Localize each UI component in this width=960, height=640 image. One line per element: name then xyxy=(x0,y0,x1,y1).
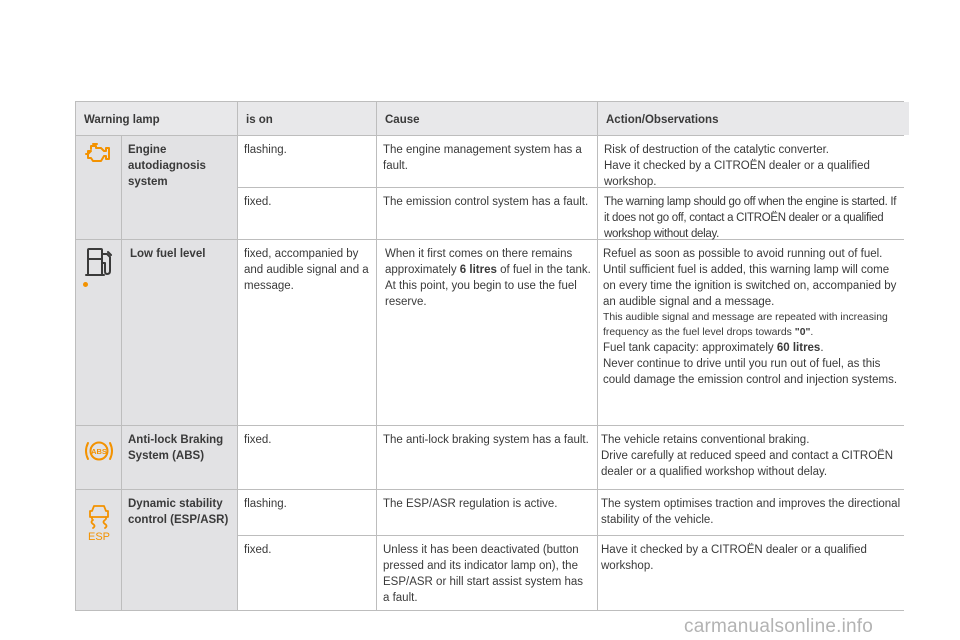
header-warning-lamp: Warning lamp xyxy=(76,102,237,135)
watermark: carmanualsonline.info xyxy=(684,616,874,637)
abs-action xyxy=(598,426,909,489)
engine-action-1-line2: Have it checked by a CITROËN dealer or a qualified workshop. xyxy=(604,160,870,188)
esp-is-on-2: fixed. xyxy=(238,536,376,610)
fuel-action-line1: Refuel as soon as possible to avoid running out of fuel. xyxy=(603,248,883,260)
abs-is-on: fixed. xyxy=(238,426,376,489)
header-is-on: is on xyxy=(238,102,376,135)
abs-action-line1: The vehicle retains conventional braking. xyxy=(601,434,810,446)
esp-skid-icon xyxy=(84,502,114,542)
esp-icon-text: ESP xyxy=(87,531,110,542)
fuel-pump-icon xyxy=(83,246,115,278)
esp-is-on-1: flashing. xyxy=(238,490,376,535)
fuel-cause-bold: 6 litres xyxy=(459,264,497,276)
lamp-name-esp: Dynamic stability control (ESP/ASR) xyxy=(122,490,237,610)
lamp-name-fuel: Low fuel level xyxy=(122,240,237,425)
fuel-cause xyxy=(377,240,597,425)
header-action: Action/Observations xyxy=(598,102,909,135)
engine-action-2: The warning lamp should go off when the engine is started. If it does not go off, contact a CITROËN dealer or a qualified workshop without delay. xyxy=(598,188,909,239)
engine-check-icon xyxy=(84,142,114,164)
fuel-action-line4-pre: Fuel tank capacity: approximately xyxy=(603,342,777,354)
engine-cause-1: The engine management system has a fault. xyxy=(377,136,597,187)
fuel-action-line4-post: . xyxy=(820,342,824,354)
fuel-action-line3-bold: "0" xyxy=(794,327,811,338)
fuel-action-line4-bold: 60 litres xyxy=(776,342,821,354)
fuel-action-line5: Never continue to drive until you run out of fuel, as this could damage the emission control and injection systems. xyxy=(603,358,898,386)
esp-icon-cell xyxy=(76,490,121,610)
engine-action-1 xyxy=(598,136,909,187)
abs-action-line2: Drive carefully at reduced speed and contact a CITROËN dealer or a qualified workshop without delay. xyxy=(601,450,894,478)
abs-cause: The anti-lock braking system has a fault. xyxy=(377,426,597,489)
fuel-action-line2: Until sufficient fuel is added, this warning lamp will come on every time the ignition is switched on, accompanied by an audible signal and a message. xyxy=(603,264,897,308)
fuel-action-line3 xyxy=(603,310,904,340)
fuel-cause-line2: At this point, you begin to use the fuel reserve. xyxy=(385,280,577,308)
esp-action-2: Have it checked by a CITROËN dealer or a qualified workshop. xyxy=(598,536,909,610)
lamp-name-engine: Engine autodiagnosis system xyxy=(122,136,237,239)
engine-action-1-line1: Risk of destruction of the catalytic converter. xyxy=(604,144,829,156)
engine-cause-2: The emission control system has a fault. xyxy=(377,188,597,239)
engine-is-on-1: flashing. xyxy=(238,136,376,187)
abs-icon-text: ABS xyxy=(90,447,107,456)
fuel-is-on: fixed, accompanied by and audible signal and a message. xyxy=(238,240,376,425)
fuel-action xyxy=(598,240,909,425)
fuel-indicator-dot xyxy=(83,282,88,287)
fuel-action-line4 xyxy=(603,340,904,356)
esp-cause-1: The ESP/ASR regulation is active. xyxy=(377,490,597,535)
fuel-action-line3-post: . xyxy=(810,327,814,338)
abs-icon xyxy=(82,438,116,464)
abs-icon-cell xyxy=(76,426,121,489)
esp-action-1: The system optimises traction and improves the directional stability of the vehicle. xyxy=(598,490,909,535)
engine-is-on-2: fixed. xyxy=(238,188,376,239)
fuel-cause-line1 xyxy=(385,246,592,278)
engine-icon-cell xyxy=(76,136,121,239)
lamp-name-abs: Anti-lock Braking System (ABS) xyxy=(122,426,237,489)
fuel-cause-pre: When it first comes on there remains approximately xyxy=(385,248,573,276)
esp-cause-2: Unless it has been deactivated (button pressed and its indicator lamp on), the ESP/ASR or hill start assist system has a fault. xyxy=(377,536,597,610)
header-cause: Cause xyxy=(377,102,597,135)
fuel-cause-post: of fuel in the tank. xyxy=(496,264,591,276)
fuel-icon-cell xyxy=(76,240,121,425)
warning-lamp-table xyxy=(75,101,904,611)
fuel-action-line3-pre: This audible signal and message are repeated with increasing frequency as the fuel level drops towards xyxy=(603,312,888,338)
